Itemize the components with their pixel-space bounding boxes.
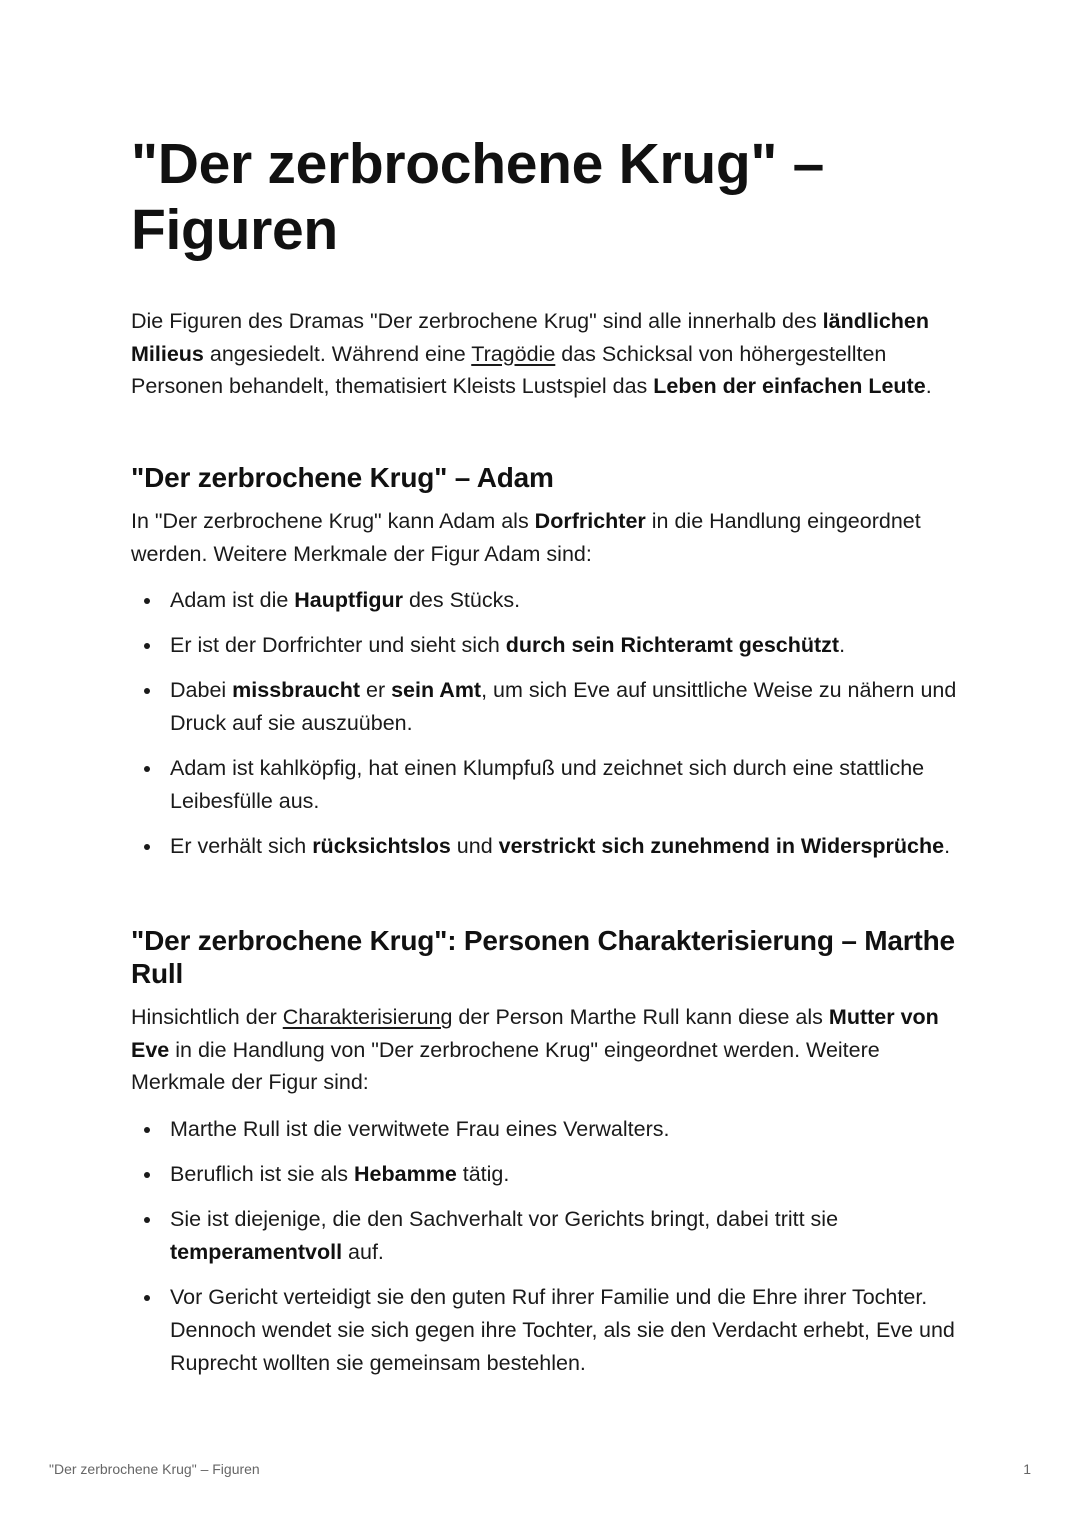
text: auf. xyxy=(342,1239,384,1264)
text: . xyxy=(839,633,846,657)
text: Hinsichtlich der xyxy=(131,1005,283,1029)
text: Adam ist kahlköpfig, hat einen Klumpfuß und zeichnet sich durch eine stattliche Leibesfülle aus. xyxy=(170,756,925,813)
text: des Stücks. xyxy=(402,588,521,612)
marthe-list xyxy=(131,1113,961,1380)
section-heading-adam: "Der zerbrochene Krug" – Adam xyxy=(131,462,554,493)
page-title: "Der zerbrochene Krug" – Figuren xyxy=(131,132,825,262)
bold-text: sein Amt xyxy=(391,678,482,702)
charakterisierung-link[interactable]: Charakterisierung xyxy=(282,1005,453,1029)
text: und xyxy=(450,834,499,858)
text: Marthe Rull ist die verwitwete Frau eines Verwalters. xyxy=(170,1116,670,1141)
bold-text: Dorfrichter xyxy=(534,509,646,533)
text: tätig. xyxy=(456,1161,510,1186)
bold-text: Hauptfigur xyxy=(294,588,403,612)
text: er xyxy=(360,678,392,702)
page-number: 1 xyxy=(1023,1461,1031,1477)
adam-paragraph xyxy=(131,505,961,570)
bold-text: temperamentvoll xyxy=(170,1239,343,1264)
text: in die Handlung eingeordnet werden. Weitere Merkmale der Figur Adam sind: xyxy=(131,509,921,566)
bold-text: ländlichen Milieus xyxy=(131,309,929,366)
bold-text: Mutter von Eve xyxy=(131,1005,939,1062)
text: Er verhält sich xyxy=(170,834,313,858)
text: angesiedelt. Während eine xyxy=(203,341,472,366)
intro-paragraph xyxy=(131,305,961,403)
text: , um sich Eve auf unsittliche Weise zu nähern und Druck auf sie auszuüben. xyxy=(170,678,957,735)
text: Die Figuren des Dramas "Der zerbrochene Krug" sind alle innerhalb des xyxy=(131,309,823,333)
list-item xyxy=(131,752,961,818)
section-heading-marthe: "Der zerbrochene Krug": Personen Charakterisierung – Marthe Rull xyxy=(131,925,955,989)
bold-text: missbraucht xyxy=(232,678,361,702)
list-item xyxy=(131,1113,961,1146)
text: . xyxy=(925,374,932,398)
text: Dabei xyxy=(170,678,233,702)
text: Beruflich ist sie als xyxy=(170,1161,355,1186)
list-item xyxy=(131,629,961,662)
section-adam xyxy=(131,461,961,863)
text: Er ist der Dorfrichter und sieht sich xyxy=(170,633,506,657)
text: in die Handlung von "Der zerbrochene Krug" eingeordnet werden. Weitere Merkmale der Figur sind: xyxy=(131,1037,880,1094)
tragoedie-link[interactable]: Tragödie xyxy=(471,341,556,366)
bold-text: Hebamme xyxy=(354,1161,457,1186)
text: . xyxy=(944,834,951,858)
footer-title: "Der zerbrochene Krug" – Figuren xyxy=(49,1461,260,1477)
list-item xyxy=(131,1203,961,1269)
text: das Schicksal von höhergestellten Personen behandelt, thematisiert Kleists Lustspiel das xyxy=(131,341,887,398)
section-marthe xyxy=(131,924,961,1380)
text: der Person Marthe Rull kann diese als xyxy=(452,1005,829,1029)
bold-text: durch sein Richteramt geschützt xyxy=(505,633,840,657)
bold-text: rücksichtslos xyxy=(312,834,451,858)
adam-list xyxy=(131,584,961,863)
list-item xyxy=(131,1281,961,1380)
bold-text: Leben der einfachen Leute xyxy=(653,374,926,398)
marthe-paragraph xyxy=(131,1001,961,1099)
list-item xyxy=(131,674,961,740)
text: In "Der zerbrochene Krug" kann Adam als xyxy=(131,509,535,533)
bold-text: verstrickt sich zunehmend in Widersprüche xyxy=(498,834,945,858)
list-item xyxy=(131,584,961,617)
text: Vor Gericht verteidigt sie den guten Ruf ihrer Familie und die Ehre ihrer Tochter. Dennoch wendet sie sich gegen ihre Tochter, als sie den Verdacht erhebt, Eve und Ruprecht wollten sie gemeinsam bestehlen. xyxy=(170,1284,955,1375)
text: Sie ist diejenige, die den Sachverhalt vor Gerichts bringt, dabei tritt sie xyxy=(170,1206,839,1231)
list-item xyxy=(131,1158,961,1191)
text: Adam ist die xyxy=(170,588,295,612)
list-item xyxy=(131,830,961,863)
